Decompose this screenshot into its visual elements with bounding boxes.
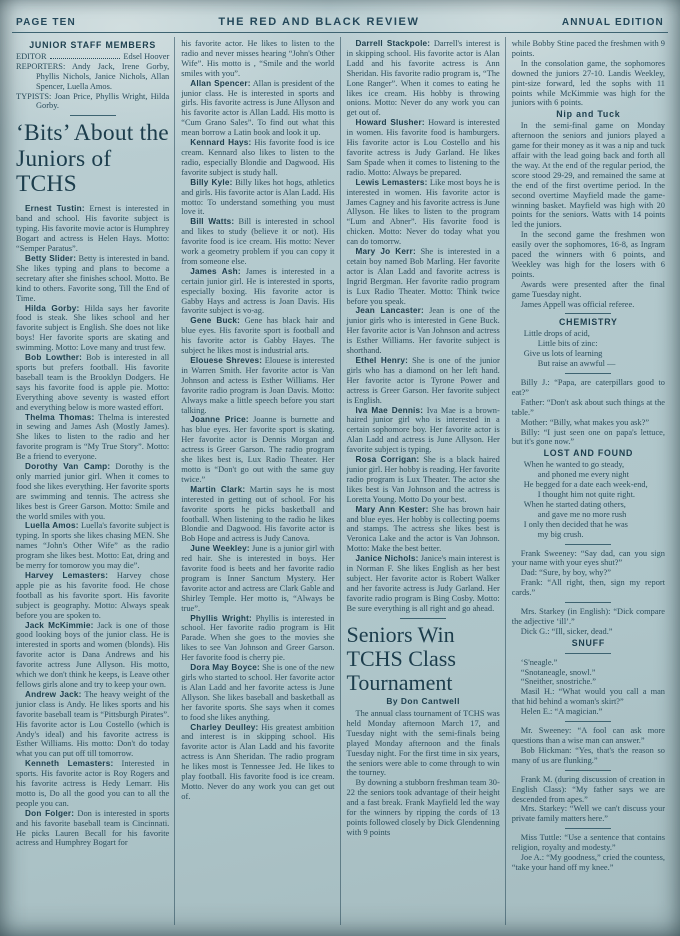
paragraph-text: In the second game the freshmen won easily over the sophomores, 16-8, as Ingram paced the winners with 6 points, and Weekley was high for the losers with 6 points. — [511, 230, 665, 279]
dot-leader — [50, 58, 121, 59]
article-paragraph — [347, 118, 500, 177]
divider-rule — [565, 828, 611, 829]
paragraph-text: The heavy weight of the junior class is Andy. He likes sports and his favorite baseball team is “Pittsburgh Pirates”. His favorite actor is Lou Costello (which is Andy's ideal) and his favorite actress is Esther Williams. His motto: Don't do today what you can put off till tomorrow. — [16, 689, 170, 759]
paragraph-text: Gene has black hair and blue eyes. His favorite sport is football and his favorite actor is Gabby Hayes. The subject he likes most is industrial arts. — [181, 316, 335, 356]
paragraph-lead: Don Folger: — [25, 808, 75, 818]
paragraph-text: James is interested in a certain junior girl. He is interested in sports, especially boxing. His favorite actor is Gabby Hays and actress is Joan Davis. His favorite subject is vo-ag. — [181, 266, 335, 316]
article-paragraph — [512, 428, 665, 448]
paragraph-lead: Gene Buck: — [190, 316, 241, 326]
staff-line: REPORTERS: Andy Jack, Irene Gorby, Phyllis Nichols, Janice Nichols, Allan Spencer, Luella Amos. — [16, 61, 170, 91]
article-paragraph — [181, 415, 334, 484]
paragraph-text: “Sneither, snostriche.” — [520, 677, 596, 687]
article-paragraph — [512, 775, 665, 805]
paragraph-text: Miss Tuttle: “Use a sentence that contains religion, royalty and modesty.” — [511, 833, 665, 853]
paragraph-text: She is interested in a cetain boy named Bob Marling. Her favorite actor is Alan Ladd and favorite actress is Ingrid Bergman. Her favorite radio program is Lux Radio Theater. Motto: Think twice before you speak. — [346, 247, 500, 306]
paragraph-text: Janice's main interest is in Norman F. She likes English as her best subject. Her favorite actor is Robert Walker and her favorite actress is Judy Garland. Her favorite radio program is Bing Cosby. Motto: Be sure everything is all right and go ahead. — [346, 554, 500, 613]
paragraph-text: Jean is one of the junior girls who is interested in Gene Buck. Her favorite actor is Van Johnson and actress is Esther Williams. Her favorite subject is shorthand. — [346, 306, 500, 356]
paragraph-text: Howard is interested in women. His favorite food is hamburgers. His favorite actor is Lou Costello and his favorite actress is Judy Garland. He likes Sam Spade when it comes to listening to the radio. Motto: Always be prepared. — [346, 118, 500, 177]
article-paragraph — [347, 247, 500, 306]
article-paragraph — [512, 300, 665, 310]
article-paragraph — [181, 723, 334, 802]
poem-line: But raise an awwful — — [537, 359, 616, 369]
paragraph-text: Masil H.: “What would you call a man that hid behind a woman's skirt?” — [511, 687, 665, 707]
paragraph-lead: Luella Amos: — [25, 521, 79, 531]
paragraph-text: Elouese is interested in Warren Smith. Her favorite actor is Van Johnson and actess is Esther Williams. Her favorite radio program is Joan Davis. Motto: Always make a little speech before you start talking. — [181, 356, 335, 415]
divider-rule — [400, 618, 446, 619]
section-title: JUNIOR STAFF MEMBERS — [29, 40, 157, 50]
paragraph-text: Phyllis is interested in school. Her favorite radio program is Hit Parade. When she goes to the movies she likes to see Van Johnson and Greer Garson. Her favorite food is cherry pie. — [181, 613, 335, 663]
paragraph-lead: Rosa Corrigan: — [355, 455, 420, 465]
paragraph-text: Frank M. (during discussion of creation in English Class): “My father says we are descended from apes.” — [511, 774, 665, 804]
section-subhead: CHEMISTRY — [559, 317, 618, 328]
article-paragraph — [347, 178, 500, 247]
article-paragraph — [16, 759, 169, 809]
paragraph-lead: Janice Nichols: — [355, 554, 419, 564]
article-paragraph — [181, 663, 334, 722]
article-paragraph — [512, 687, 665, 707]
poem-line: I only then decided that he was — [523, 519, 628, 529]
paragraph-lead: Andrew Jack: — [25, 689, 82, 699]
paragraph-text: Like most boys he is interested in women. His favorite actor is James Cagney and his favorite actress is June Allyson. He likes to listen to the program “Lum and Abner”. His favorite food is chicken. Motto: Never do today what you can do tomorrw. — [346, 177, 500, 247]
masthead — [0, 0, 680, 32]
byline: By Don Cantwell — [386, 696, 460, 707]
section-subhead: Nip and Tuck — [556, 109, 621, 120]
divider-rule — [565, 544, 611, 545]
paragraph-text: She is one of the new girls who started to school. Her favorite actor is Alan Ladd and her favorite actess is June Allyson. She likes baseball and basketball as her favorite sports. She says when it comes to food she likes anything. — [181, 663, 335, 722]
staff-member-name: Edsel Hoover — [123, 51, 170, 61]
article-paragraph — [512, 658, 665, 668]
article-paragraph — [512, 398, 665, 418]
paragraph-text: She is a black haired junior girl. Her hobby is reading. Her favorite radio program is Lux Theater. The actor she likes best is Van Johnson and the actress is Loretta Young. Motto Do your best. — [346, 455, 500, 504]
paragraph-text: She has brown hair and blue eyes. Her hobby is collecting poems and stamps. The actress she likes best is Veronica Lake and the actor is Van Johnson. Motto: Make the best better. — [346, 504, 500, 554]
poem-line: and gave me no more rush — [537, 509, 627, 519]
paragraph-text: Helen E.: “A magician.” — [520, 707, 603, 717]
article-paragraph — [347, 455, 500, 505]
paragraph-text: Father: “Don't ask about such things at the table.” — [511, 397, 665, 417]
column-4 — [505, 37, 670, 925]
paragraph-text: Darrell's interest is in skipping school. His favorite actor is Alan Ladd and his favorite actress is Ann Sheridan. His favorite radio program is, “The Lone Ranger”. When it comes to eating he likes ice cream. His hobby is throwing onions. Motto: Never do any work you can get out of. — [346, 39, 500, 118]
poem-block — [512, 460, 665, 539]
staff-role-label: EDITOR — [16, 51, 47, 61]
poem-line: Little drops of acid, — [523, 329, 590, 339]
continuation-paragraph: while Bobby Stine paced the freshmen with 9 points. — [511, 39, 665, 58]
article-paragraph — [512, 280, 665, 300]
paragraph-text: ‘S'neagle.” — [520, 657, 558, 667]
article-paragraph — [181, 79, 334, 138]
article-paragraph — [181, 267, 334, 317]
paragraph-text: His favorite food is ice cream. Kennard also likes to listen to the radio, especially Blondie and Dagwood. His favorite subject is study hall. — [181, 138, 335, 177]
paragraph-text: Bob is interested in all sports but prefers football. His favorite baseball team is the Brooklyn Dodgers. He says his favorite food is apple pie. Motto: Everything above seventy is wasted effort and everything below is more wasted effort. — [16, 353, 170, 412]
paragraph-lead: Martin Clark: — [190, 484, 246, 494]
divider-rule — [565, 313, 611, 314]
paragraph-lead: Charley Deulley: — [190, 722, 259, 732]
article-paragraph — [512, 418, 665, 428]
poem-block — [512, 329, 665, 369]
paragraph-lead: Betty Slider: — [25, 254, 77, 263]
article-paragraph — [512, 230, 665, 280]
paragraph-lead: Jack McKimmie: — [25, 620, 94, 630]
paragraph-text: Frank: “All right, then, sign my report cards.” — [511, 578, 665, 598]
paragraph-text: By downing a stubborn freshman team 30-22 the seniors took advantage of their height and a fast break. Frank Mayfield led the way for the winners by ripping the cords of 13 points followed closely by Dick Glendenning with 9 points — [346, 778, 500, 837]
article-paragraph — [16, 462, 169, 521]
article-paragraph — [512, 677, 665, 687]
paragraph-text: In the consolation game, the sophomores downed the juniors 27-10. Landis Weekley, pint-size forward, led the sophs with 11 points while McKimmie was high for the juniors with 6 points. — [511, 58, 665, 108]
article-paragraph — [16, 690, 169, 759]
paragraph-text: Betty is interested in band. She likes typing and plans to become a secretary after she finishes school. Motto. Be kind to others. Favorite song, Till the End of Time. — [16, 254, 170, 303]
paragraph-lead: Mary Ann Kester: — [355, 504, 429, 514]
page-number: PAGE TEN — [16, 17, 76, 28]
article-paragraph — [512, 378, 665, 398]
paragraph-lead: Howard Slusher: — [355, 118, 425, 128]
section-subhead: SNUFF — [571, 637, 606, 648]
article-paragraph — [16, 413, 169, 463]
article-paragraph — [347, 39, 500, 118]
paragraph-lead: Lewis Lemasters: — [355, 177, 428, 187]
paragraph-lead: Bob Lowther: — [25, 353, 83, 363]
article-paragraph — [16, 304, 169, 354]
edition-label: ANNUAL EDITION — [561, 17, 664, 28]
paragraph-text: Joe A.: “My goodness,” cried the countess, “take your hand off my knee.” — [511, 853, 665, 872]
staff-line: TYPISTS: Joan Price, Phyllis Wright, Hilda Gorby. — [16, 91, 170, 111]
divider-rule — [565, 602, 611, 603]
paragraph-text: Bill is interested in school and likes to study (believe it or not). His favorite food is ice cream. His motto: Never work a geometry problem if you can copy it from someone else. — [181, 217, 335, 266]
article-paragraph — [16, 353, 169, 412]
poem-line: and phoned me every night — [537, 470, 629, 480]
paragraph-lead: Ethel Henry: — [355, 356, 409, 365]
staff-leader-line — [16, 52, 169, 62]
paragraph-lead: Allan Spencer: — [190, 78, 251, 88]
paragraph-lead: Kennard Hays: — [190, 138, 252, 148]
article-paragraph — [512, 568, 665, 578]
paragraph-text: Allan is president of the junior class. He is interested in sports and girls. His favorite actress is June Allyson and his favorite actor is Allan Ladd. His motto is “Cum Grano Sales”. To find out what this mean borrow a Latin book and look it up. — [181, 78, 335, 138]
paragraph-text: Mr. Sweeney: “A fool can ask more questions than a wise man can answer.” — [511, 726, 665, 745]
paragraph-text: James Appell was official referee. — [520, 299, 635, 309]
paragraph-lead: Dora May Boyce: — [190, 663, 260, 673]
paragraph-lead: Hilda Gorby: — [25, 303, 80, 313]
paragraph-lead: Dorothy Van Camp: — [25, 462, 111, 472]
paragraph-text: Luella's favorite subject is typing. In sports she likes chasing MEN. She names “John's Other Wife” as the radio program she likes best. Motto: Eat, dring and be merry for tomorow you may die”. — [16, 521, 170, 571]
paragraph-lead: June Weekley: — [190, 544, 250, 554]
poem-line: my big crush. — [537, 529, 584, 539]
article-paragraph — [16, 571, 169, 621]
poem-line: I thought him not quite right. — [537, 489, 635, 499]
article-paragraph — [512, 853, 665, 873]
article-paragraph — [512, 627, 665, 637]
poem-line: When he started dating others, — [523, 499, 626, 509]
paragraph-lead: Elouese Shreves: — [190, 356, 263, 365]
article-headline: Seniors Win TCHS Class Tournament — [346, 621, 456, 695]
paragraph-lead: Harvey Lemasters: — [25, 571, 109, 580]
continuation-paragraph: his favorite actor. He likes to listen to the radio and never misses hearing “John's Other Wife”. His motto is , “Smile and the world smiles with you”. — [181, 39, 335, 78]
paragraph-lead: Mary Jo Kerr: — [355, 247, 416, 257]
article-paragraph — [16, 809, 169, 849]
divider-rule — [565, 721, 611, 722]
article-paragraph — [512, 668, 665, 678]
paragraph-text: Hilda says her favorite food is steak. She likes school and her favorite subject is English. She does not like boys! Her favorite sports are skating and swimming. Motto: Love many and trust few. — [16, 303, 170, 353]
paragraph-lead: Iva Mae Dennis: — [355, 405, 424, 415]
article-paragraph — [181, 485, 334, 544]
paragraph-lead: Joanne Price: — [190, 415, 249, 425]
column-3 — [340, 37, 505, 925]
paragraph-text: Billy likes hot hogs, athletics and girls. His favorite actor is Alan Ladd. His motto: To understand something you must love it. — [181, 177, 335, 217]
article-paragraph — [347, 406, 500, 456]
paragraph-text: Jack is one of those good looking boys of the junior class. He is interested in sports and women (blonds). His favorite actor is Dana Andrews and his favorite actress June Allyson. His motto, which we don't think he keeps, is Leave other fellows girls alone and try to keep your own. — [16, 620, 170, 689]
article-paragraph — [347, 306, 500, 356]
article-paragraph — [181, 544, 334, 613]
article-paragraph — [512, 833, 665, 853]
paragraph-lead: Jean Lancaster: — [355, 306, 424, 316]
poem-line: Give us lots of learning — [523, 349, 603, 359]
paragraph-text: Awards were presented after the final game Tuesday night. — [511, 279, 665, 299]
article-paragraph — [347, 505, 500, 555]
article-paragraph — [181, 138, 334, 178]
paragraph-lead: Phyllis Wright: — [190, 613, 252, 623]
column-1 — [10, 37, 174, 925]
paragraph-lead: Thelma Thomas: — [25, 412, 95, 422]
article-paragraph — [512, 59, 665, 109]
divider-rule — [70, 115, 116, 116]
paragraph-text: Harvey chose apple pie as his favorite food. He chose football as his favorite sport. His favorite subject is geography. Motto: Always speak before you are spoken to. — [16, 571, 170, 620]
article-paragraph — [512, 726, 665, 746]
article-paragraph — [181, 178, 334, 218]
article-paragraph — [181, 614, 334, 664]
paragraph-lead: Billy Kyle: — [190, 177, 233, 187]
article-columns — [0, 33, 680, 925]
article-paragraph — [512, 746, 665, 766]
poem-line: When he wanted to go steady, — [523, 460, 625, 470]
poem-line: Little bits of zinc: — [537, 339, 598, 349]
article-paragraph — [16, 521, 169, 571]
paragraph-text: Frank Sweeney: “Say dad, can you sign your name with your eyes shut?” — [511, 548, 665, 568]
article-paragraph — [181, 217, 334, 267]
paragraph-lead: Bill Watts: — [190, 217, 235, 227]
paragraph-text: The annual class tournament of TCHS was held Monday afternoon March 17, and Tuesday night with the semi-finals being played Monday afternoon and the finals Tuesday night. For the first time in six years, the seniors were able to come through to win the tourney. — [346, 709, 500, 778]
paragraph-text: Dorothy is the only married junior girl. When it comes to food she likes everything. Her favorite sports are swimming and tennis. The actress she likes best is Greer Garson. Motto: Smile and the world smiles with you. — [16, 462, 170, 521]
paragraph-text: In the semi-final game on Monday afternoon the seniors and juniors played a game for their money as it was a nip and tuck affair with the lead going back and forth all the way. At the end of the regular period, the score stood 29-29, and remained the same at the end of the first overtime period. In the second overtime Mayfield made the game-winning basket. Mayfield was high with 20 points for the seniors. Watts with 14 points led the juniors. — [511, 121, 665, 230]
paragraph-text: His greatest ambition and interest is in skipping school. His favorite actor is Alan Ladd and his favorite actress is Ann Sheridan. The radio program he likes most is Tennessee Jed. He likes to play football. His favorite food is ice cream. Motto. Never do any work you can get out of. — [181, 722, 335, 801]
article-paragraph — [16, 254, 169, 304]
paragraph-lead: James Ash: — [190, 266, 241, 276]
divider-rule — [565, 770, 611, 771]
paragraph-text: Thelma is interested in sewing and James Ash (Mostly James). She likes to listen to the radio and her favorite program is “My True Story”. Motto: Be a friend to everyone. — [16, 412, 170, 462]
paragraph-text: She is one of the junior girls who has a diamond on her left hand. Her favorite actor is Tyrone Power and actress is Greer Garson. Her favorite subject is English. — [346, 356, 500, 405]
divider-rule — [565, 653, 611, 654]
paragraph-text: Iva Mae is a brown-haired junior girl who is interested in a certain sophomore boy. Her favorite actor is Alan Ladd and actress is June Allyson. Her favorite subject is typing. — [346, 405, 500, 455]
article-paragraph — [181, 316, 334, 356]
paragraph-lead: Ernest Tustin: — [25, 204, 85, 214]
paragraph-text: Bob Hickman: “Yes, that's the reason so many of us are flunking.” — [511, 745, 665, 765]
article-paragraph — [512, 549, 665, 569]
newspaper-title: THE RED AND BLACK REVIEW — [218, 16, 420, 28]
paragraph-text: Dad: “Sure, by boy, why?” — [520, 568, 611, 578]
paragraph-text: “Snotaneagle, snowl.” — [520, 667, 596, 677]
article-paragraph — [512, 578, 665, 598]
divider-rule — [565, 373, 611, 374]
article-paragraph — [347, 356, 500, 406]
paragraph-lead: Darrell Stackpole: — [355, 39, 431, 48]
paragraph-lead: Kenneth Lemasters: — [25, 759, 114, 769]
article-paragraph — [347, 778, 500, 837]
paragraph-text: Martin says he is most interested in getting out of school. For his favorite sports he picks basketball and football. When listening to the radio he likes Blondie and Dagwood. His favorite actor is Bob Hope and actress is Judy Canova. — [181, 484, 335, 544]
article-paragraph — [512, 804, 665, 824]
column-2 — [174, 37, 339, 925]
paragraph-text: Mother: “Billy, what makes you ask?” — [520, 417, 650, 427]
article-paragraph — [512, 607, 665, 627]
paragraph-text: Dick G.: “Ill, sicker, dead.” — [520, 626, 613, 636]
article-paragraph — [512, 707, 665, 717]
article-paragraph — [16, 204, 169, 254]
paragraph-text: Don is interested in sports and his favorite baseball team is Cincinnati. He picks Lauren Becall for his favorite actress and Humphrey Bogart for — [16, 808, 170, 848]
article-paragraph — [16, 621, 169, 690]
article-paragraph — [347, 709, 500, 778]
article-headline: ‘Bits’ About the Juniors of TCHS — [16, 120, 169, 198]
section-subhead: LOST AND FOUND — [543, 448, 634, 459]
paragraph-text: Mrs. Starkey: “Well we can't discuss your private family matters here.” — [511, 804, 665, 824]
article-paragraph — [347, 554, 500, 613]
paragraph-text: June is a junior girl with red hair. She is interested in boys. Her favorite food is beets and her favorite radio program is Inner Sanctum Mystery. Her favorite actor and actress are Clark Gable and Shirley Temple. Her motto is, “Always be true”. — [181, 544, 335, 613]
paragraph-text: Billy: “I just seen one on papa's lettuce, but it's gone now.” — [511, 427, 665, 447]
poem-line: He begged for a date each week-end, — [523, 480, 648, 490]
article-paragraph — [181, 356, 334, 415]
paragraph-text: Ernest is interested in band and school. His favorite subject is typing. His favorite movie actor is Humphrey Bogart and actress is Helen Hays. Motto: “Semper Paratus”. — [16, 204, 170, 254]
paragraph-text: Joanne is burnette and has blue eyes. Her favorite sport is skating. Her favorite actor is Dennis Morgan and actress is Greer Garson. The radio program she likes best is, Lux Radio Theater. Her motto is “Don't go out with the same guy twice.” — [181, 415, 335, 484]
paragraph-text: Billy J.: “Papa, are caterpillars good to eat?” — [511, 378, 665, 397]
paragraph-text: Mrs. Starkey (in English): “Dick compare the adjective ‘ill’.” — [511, 607, 665, 626]
article-paragraph — [512, 121, 665, 230]
paragraph-text: Interested in sports. His favorite actor is Roy Rogers and his favorite actress is Hedy Lemarr. His motto is, Do all the good you can to all the people you can. — [16, 759, 170, 808]
